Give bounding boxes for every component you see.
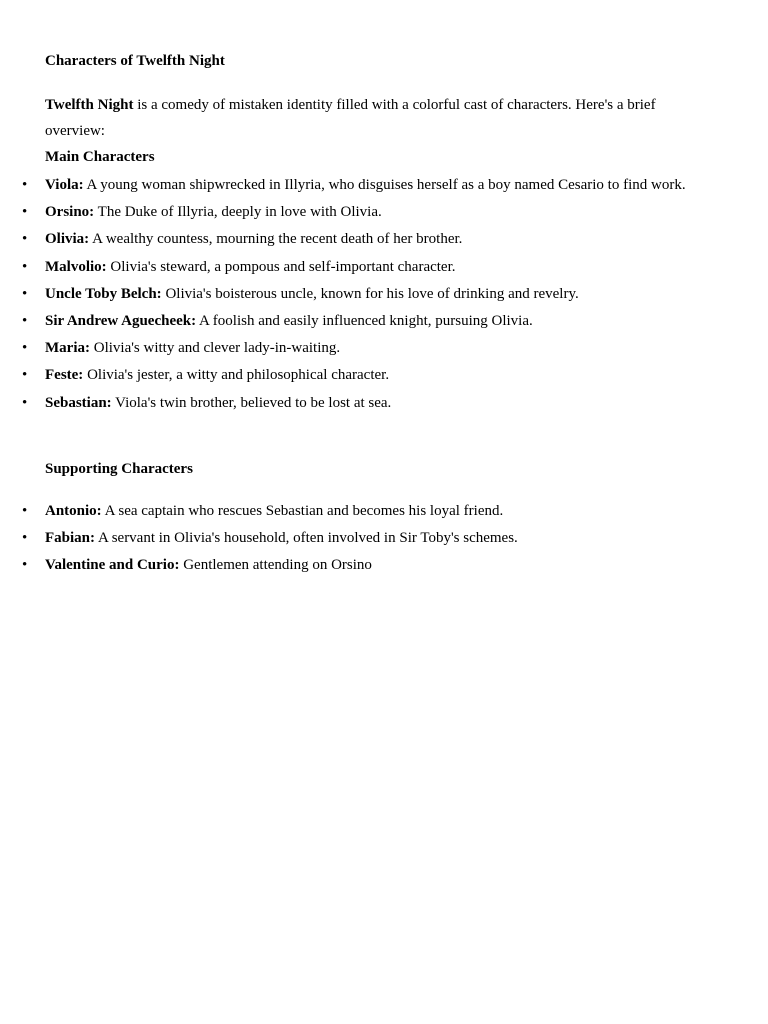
bullet-icon: •: [22, 312, 28, 329]
character-description: A servant in Olivia's household, often involved in Sir Toby's schemes.: [95, 530, 518, 547]
list-item: [0, 528, 740, 555]
list-item: [0, 501, 740, 528]
bullet-icon: •: [22, 258, 28, 275]
list-item: [0, 338, 740, 365]
list-item: [0, 175, 740, 202]
character-description: A young woman shipwrecked in Illyria, who disguises herself as a boy named Cesario to find work.: [83, 177, 686, 193]
bullet-icon: •: [22, 177, 28, 193]
character-description: A sea captain who rescues Sebastian and becomes his loyal friend.: [101, 503, 504, 519]
main-characters-heading: Main Characters: [45, 149, 155, 165]
list-item: [0, 257, 740, 284]
character-name: Malvolio:: [45, 258, 107, 275]
bullet-icon: •: [22, 367, 28, 384]
list-item: [0, 284, 740, 311]
character-name: Sir Andrew Aguecheek:: [45, 312, 197, 329]
character-description: Olivia's steward, a pompous and self-important character.: [106, 258, 456, 275]
bullet-icon: •: [22, 557, 28, 574]
character-name: Sebastian:: [45, 394, 112, 411]
bullet-icon: •: [22, 285, 28, 302]
bullet-icon: •: [22, 503, 28, 519]
character-description: Olivia's witty and clever lady-in-waiting.: [89, 340, 341, 357]
character-name: Feste:: [45, 367, 84, 384]
list-item: [0, 365, 740, 392]
list-item: [0, 202, 740, 229]
character-description: A wealthy countess, mourning the recent death of her brother.: [89, 231, 463, 248]
document-title: Characters of Twelfth Night: [45, 53, 225, 69]
list-item: [0, 555, 740, 582]
list-item: [0, 393, 740, 420]
list-item: [0, 311, 740, 338]
character-name: Valentine and Curio:: [45, 557, 180, 574]
character-description: A foolish and easily influenced knight, pursuing Olivia.: [196, 312, 533, 329]
character-name: Maria:: [45, 340, 90, 357]
intro-paragraph: [45, 92, 695, 144]
intro-play-title: Twelfth Night: [45, 97, 134, 113]
bullet-icon: •: [22, 530, 28, 547]
intro-text: is a comedy of mistaken identity filled with a colorful cast of characters. Here's a brief overview:: [45, 97, 656, 139]
main-characters-list: [0, 175, 740, 420]
character-description: Olivia's jester, a witty and philosophical character.: [83, 367, 390, 384]
supporting-characters-list: [0, 501, 740, 583]
character-description: Gentlemen attending on Orsino: [179, 557, 372, 574]
character-description: The Duke of Illyria, deeply in love with Olivia.: [94, 204, 382, 221]
bullet-icon: •: [22, 340, 28, 357]
character-name: Fabian:: [45, 530, 96, 547]
bullet-icon: •: [22, 394, 28, 411]
character-description: Olivia's boisterous uncle, known for his love of drinking and revelry.: [161, 285, 579, 302]
bullet-icon: •: [22, 231, 28, 248]
character-name: Uncle Toby Belch:: [45, 285, 162, 302]
character-name: Olivia:: [45, 231, 90, 248]
bullet-icon: •: [22, 204, 28, 221]
list-item: [0, 229, 740, 256]
character-name: Orsino:: [45, 204, 95, 221]
character-name: Viola:: [45, 177, 84, 193]
character-description: Viola's twin brother, believed to be lost at sea.: [111, 394, 392, 411]
supporting-characters-heading: Supporting Characters: [45, 461, 193, 477]
character-name: Antonio:: [45, 503, 102, 519]
